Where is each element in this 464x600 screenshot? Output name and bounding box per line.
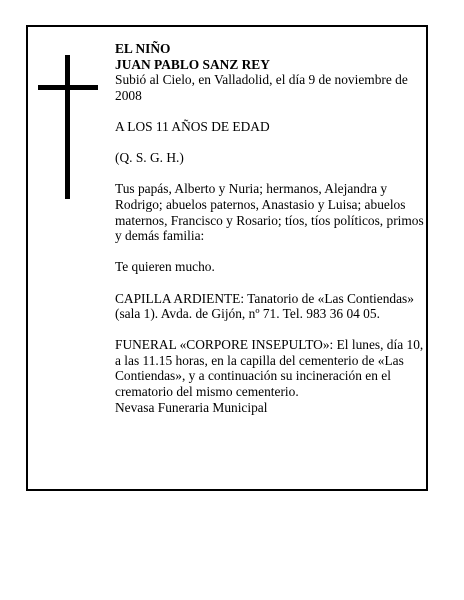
cross-horizontal-bar [38,85,98,90]
death-statement: Subió al Cielo, en Valladolid, el día 9 de noviembre de 2008 [115,72,408,103]
funeral-info: FUNERAL «CORPORE INSEPULTO»: El lunes, día 10, a las 11.15 horas, en la capilla del cementerio de «Las Contiendas», y a continuación su incineración en el crematorio del mismo cementerio. [115,337,424,400]
line-el-nino: EL NIÑO [115,41,171,56]
chapel-info: CAPILLA ARDIENTE: Tanatorio de «Las Contiendas» (sala 1). Avda. de Gijón, nº 71. Tel. 983 36 04 05. [115,290,414,322]
funeral-home: Nevasa Funeraria Municipal [115,399,268,415]
qsgh-abbreviation: (Q. S. G. H.) [115,150,184,166]
family-list: Tus papás, Alberto y Nuria; hermanos, Alejandra y Rodrigo; abuelos paternos, Anastasio y Luisa; abuelos maternos, Francisco y Rosario; tíos, tíos políticos, primos y demás familia: [115,181,424,244]
obituary-notice [26,25,428,491]
cross-vertical-bar [65,55,70,199]
love-message: Te quieren mucho. [115,259,215,275]
cross-icon [38,55,98,199]
age-statement: A LOS 11 AÑOS DE EDAD [115,118,270,134]
deceased-name: JUAN PABLO SANZ REY [115,56,270,72]
notice-text [115,41,429,415]
